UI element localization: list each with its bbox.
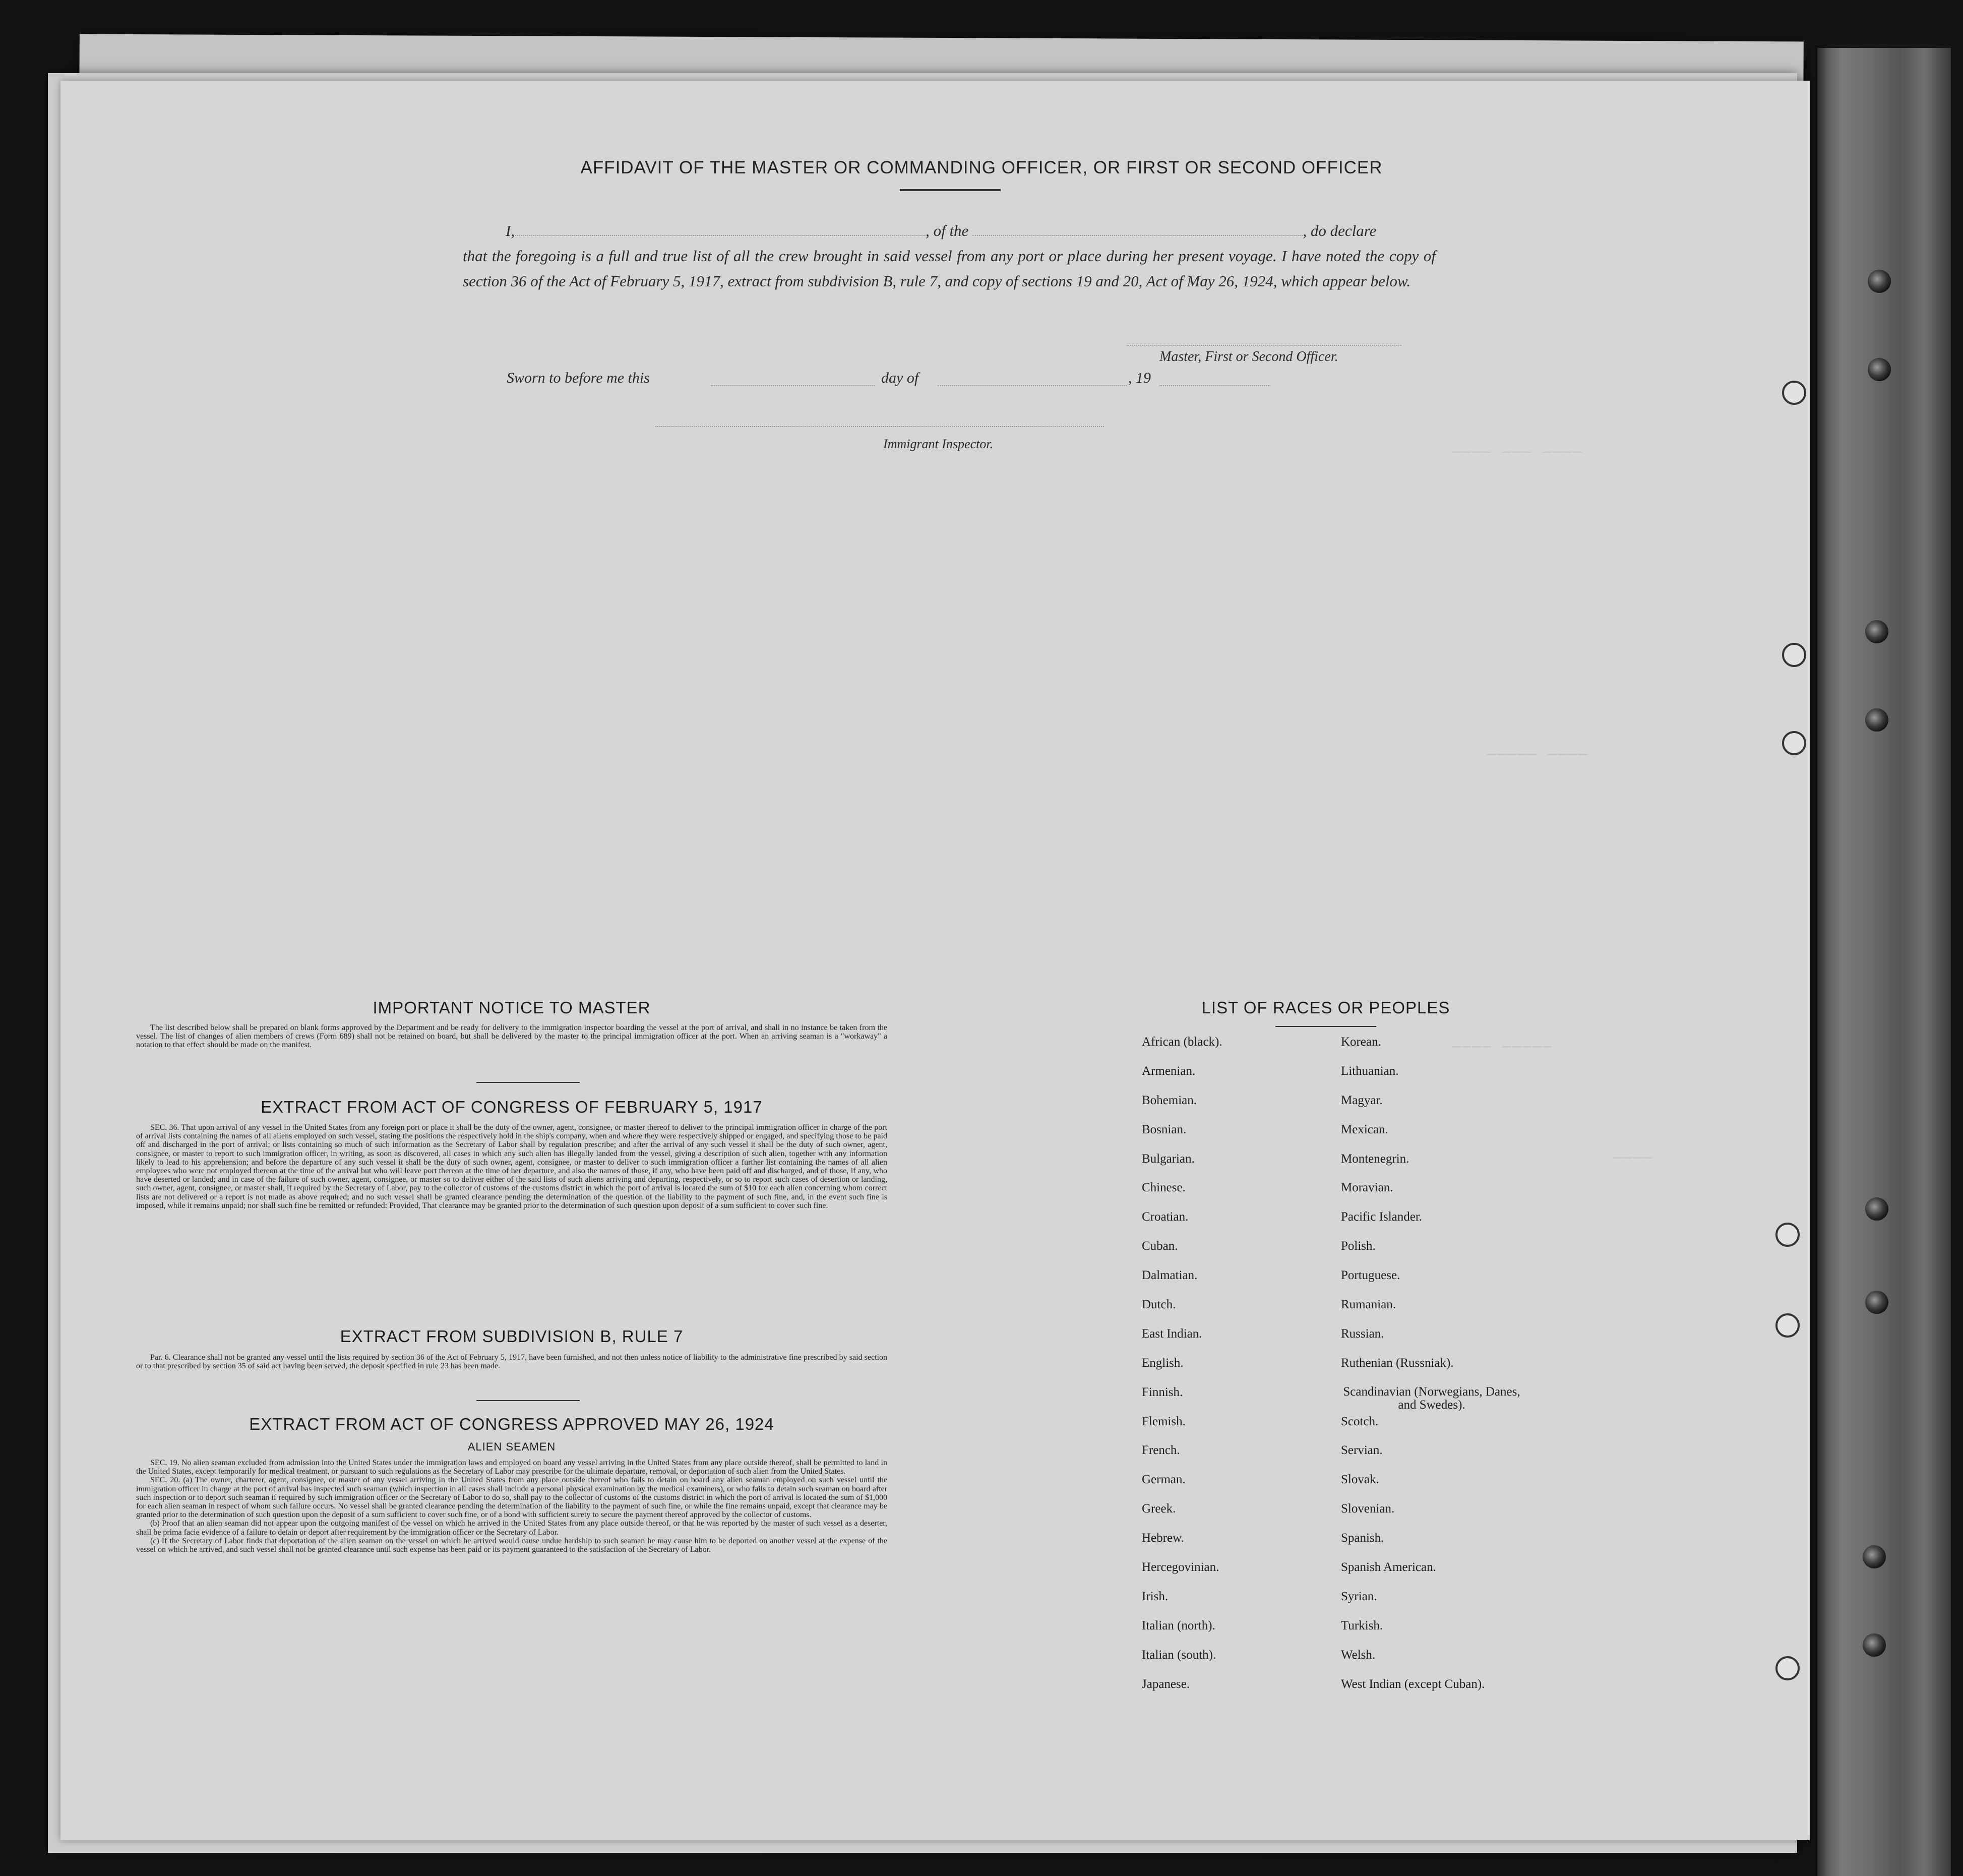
race-item: Irish. [1142, 1589, 1169, 1603]
affidavit-title: AFFIDAVIT OF THE MASTER OR COMMANDING OFFICER, OR FIRST OR SECOND OFFICER [580, 158, 1383, 177]
master-label: Master, First or Second Officer. [1159, 349, 1338, 365]
race-item: Russian. [1341, 1326, 1384, 1341]
extract-1917-title: EXTRACT FROM ACT OF CONGRESS OF FEBRUARY 5, 1917 [261, 1098, 763, 1116]
race-item: Lithuanian. [1341, 1064, 1399, 1078]
race-item: Bohemian. [1142, 1093, 1197, 1107]
sworn-month-blank[interactable] [938, 384, 1127, 386]
notice-text-block [136, 1023, 887, 1050]
race-item: Dalmatian. [1142, 1268, 1198, 1283]
race-item: Polish. [1341, 1239, 1376, 1253]
races-column-2 [1341, 1035, 1532, 1706]
declaration-of-the: , of the [926, 222, 969, 239]
inspector-label: Immigrant Inspector. [883, 437, 994, 451]
race-item: East Indian. [1142, 1326, 1202, 1341]
sworn-label: Sworn to before me this [507, 370, 650, 386]
vessel-name-blank[interactable] [972, 218, 1303, 236]
race-item: Portuguese. [1341, 1268, 1400, 1283]
binding-rivet [1868, 358, 1891, 381]
race-item: Cuban. [1142, 1239, 1178, 1253]
master-signature-line[interactable] [1127, 344, 1401, 346]
race-item: Montenegrin. [1341, 1152, 1409, 1166]
binder-hole [1782, 643, 1806, 667]
race-item: Slovak. [1341, 1473, 1379, 1487]
bleed-through-mark: ————— ———— [1487, 746, 1588, 763]
binder-hole [1775, 1223, 1800, 1247]
race-item: Servian. [1341, 1443, 1383, 1458]
bleed-through-mark: ———— ——— ———— [1452, 444, 1583, 461]
inspector-signature-line[interactable] [655, 425, 1104, 427]
race-item: Japanese. [1142, 1677, 1190, 1691]
race-item: Croatian. [1142, 1210, 1189, 1224]
race-item: Ruthenian (Russniak). [1341, 1356, 1454, 1370]
race-item: Chinese. [1142, 1181, 1186, 1195]
declaration-i: I, [506, 222, 515, 239]
race-item: Spanish American. [1341, 1560, 1436, 1575]
race-item: Bosnian. [1142, 1122, 1187, 1136]
binding-rivet [1865, 1197, 1888, 1221]
binder-hole [1782, 731, 1806, 755]
declaration-declare: , do declare [1303, 222, 1377, 239]
extract-1917-block [136, 1123, 887, 1210]
extract-1924-sec20a: SEC. 20. (a) The owner, charterer, agent, consignee, or master of any vessel arriving in the United States from any place outside thereof who fails to detain on board any alien seaman employed on such vessel until the immigration officer in charge at the port of arrival has inspected such seaman (which inspection in all cases shall include a personal physical examination by the medical examiners), or who fails to detain such seaman on board after such inspection or to deport such seaman if required by such immigration officer or the Secretary of Labor to do so, shall pay to the collector of customs of the customs district in which the port of arrival is located the sum of $1,000 for each alien seaman in respect of whom such failure occurs. No vessel shall be granted clearance pending the determination of the liability to the payment of such fine, or while the fine remains unpaid, except that clearance may be granted prior to the determination of such question upon the deposit of a sum sufficient to cover such fine, or of a bond with sufficient surety to secure the payment thereof approved by the collector of customs. [136, 1476, 887, 1520]
section-divider [476, 1082, 580, 1083]
race-item: French. [1142, 1443, 1180, 1458]
extract-1924-block [136, 1459, 887, 1554]
extract-rule7-block [136, 1353, 887, 1370]
race-item: Greek. [1142, 1502, 1176, 1516]
binding-rivet [1868, 270, 1891, 293]
race-item: Slovenian. [1341, 1502, 1395, 1516]
binder-hole [1782, 381, 1806, 405]
affidavit-declaration [463, 218, 1436, 294]
races-title-underline [1275, 1026, 1376, 1027]
bleed-through-mark: ———— [1613, 1149, 1654, 1167]
race-item: Welsh. [1341, 1648, 1376, 1662]
sworn-year-blank[interactable] [1159, 384, 1270, 386]
extract-rule7-text: Par. 6. Clearance shall not be granted any vessel until the lists required by section 36 of the Act of February 5, 1917, have been furnished, and not then unless notice of liability to the administrative fine prescribed by said section or to that prescribed by section 35 of said act having been served, the deposit specified in rule 23 has been made. [136, 1353, 887, 1371]
race-item: Scandinavian (Norwegians, Danes, and Swedes). [1343, 1384, 1520, 1412]
year-label: , 19 [1128, 370, 1151, 386]
races-title: LIST OF RACES OR PEOPLES [1201, 998, 1450, 1017]
race-item: Rumanian. [1341, 1298, 1396, 1312]
form-page [60, 81, 1810, 1840]
extract-1924-sec20c: (c) If the Secretary of Labor finds that deportation of the alien seaman on the vessel on which he arrived would cause undue hardship to such seaman he may cause him to be deported on another vessel at the expense of the vessel on which he arrived, and such vessel shall not be granted clearance until such expense has been paid or its payment guaranteed to the satisfaction of the Secretary of Labor. [136, 1536, 887, 1554]
notice-text: The list described below shall be prepared on blank forms approved by the Department and be ready for delivery to the immigration inspector boarding the vessel at the port of arrival, and shall in no instance be taken from the vessel. The list of changes of alien members of crews (Form 689) shall not be retained on board, but shall be delivered by the master to the principal immigration officer at the port. When an arriving seaman is a "workaway" a notation to that effect should be made on the manifest. [136, 1023, 887, 1050]
race-item: English. [1142, 1356, 1184, 1370]
binding-rivet [1865, 708, 1888, 732]
race-item: German. [1142, 1473, 1186, 1487]
race-item: Turkish. [1341, 1618, 1383, 1632]
binding-rivet [1863, 1633, 1886, 1657]
binding-rivet [1865, 620, 1888, 643]
race-item: Moravian. [1341, 1181, 1393, 1195]
extract-1924-title: EXTRACT FROM ACT OF CONGRESS APPROVED MAY 26, 1924 [249, 1415, 774, 1433]
binding-rivet [1865, 1291, 1888, 1314]
sworn-day-blank[interactable] [711, 384, 875, 386]
race-item: Korean. [1341, 1035, 1381, 1049]
race-item: Hebrew. [1142, 1531, 1184, 1545]
day-of-label: day of [881, 370, 919, 386]
race-item: Spanish. [1341, 1531, 1384, 1545]
race-item: Magyar. [1341, 1093, 1383, 1107]
book-binding [1817, 48, 1951, 1876]
race-item: Dutch. [1142, 1298, 1176, 1312]
section-divider [476, 1400, 580, 1401]
extract-rule7-title: EXTRACT FROM SUBDIVISION B, RULE 7 [340, 1327, 684, 1346]
race-item: Flemish. [1142, 1414, 1186, 1428]
race-item: Italian (north). [1142, 1618, 1215, 1632]
binder-hole [1775, 1313, 1800, 1338]
officer-name-blank[interactable] [515, 218, 926, 236]
extract-1924-sec19: SEC. 19. No alien seaman excluded from admission into the United States under the immigration laws and employed on board any vessel arriving in the United States from any place outside thereof, shall be permitted to land in the United States, except temporarily for medical treatment, or pursuant to such regulations as the Secretary of Labor may prescribe for the ultimate departure, removal, or deportation of such alien from the United States. [136, 1459, 887, 1476]
race-item: Finnish. [1142, 1385, 1183, 1399]
race-item: Bulgarian. [1142, 1152, 1195, 1166]
race-item: West Indian (except Cuban). [1341, 1677, 1485, 1691]
race-item: Syrian. [1341, 1589, 1377, 1603]
extract-1924-subtitle: ALIEN SEAMEN [467, 1440, 556, 1453]
extract-1917-text: SEC. 36. That upon arrival of any vessel in the United States from any foreign port or place it shall be the duty of the owner, agent, consignee, or master thereof to deliver to the principal immigration officer in charge of the port of arrival lists containing the names of all aliens employed on such vessel, stating the positions the respectively hold in the ship's company, when and where they were respectively shipped or engaged, and specifying those to be paid off and discharged in the port of arrival; or lists containing so much of such information as the Secretary of Labor shall by regulation prescribe; and after the arrival of any such vessel it shall be the duty of such owner, agent, consignee, or master to report to such immigration officer, in writing, as soon as discovered, all cases in which any such alien has illegally landed from the vessel, giving a description of such alien, together with any information likely to lead to his apprehension; and before the departure of any such vessel it shall be the duty of such owner, agent, consignee, or master to deliver to such immigration officer a further list containing the names of all alien employees who were not employed thereon at the time of the arrival but who will leave port thereon at the time of her departure, and also the names of those, if any, who have been paid off and discharged, and of those, if any, who have deserted or landed; and in case of the failure of such owner, agent, consignee, or master so to deliver either of the said lists of such aliens arriving and departing, respectively, or so to report such cases of desertion or landing, such owner, agent, consignee, or master shall, if required by the Secretary of Labor, pay to the collector of customs of the customs district in which the port of arrival is located the sum of $10 for each alien concerning whom correct lists are not delivered or a report is not made as above required; and no such vessel shall be granted clearance pending the determination of the question of the liability to the payment of such fine, and, in the event such fine is imposed, while it remains unpaid; nor shall such fine be remitted or refunded: Provided, That clearance may be granted prior to the determination of such question upon deposit of a sum sufficient to cover such fine. [136, 1123, 887, 1210]
race-item: Armenian. [1142, 1064, 1196, 1078]
bleed-through-mark: ———— ————— [1452, 1039, 1553, 1056]
race-item: Pacific Islander. [1341, 1210, 1423, 1224]
races-column-1 [1142, 1035, 1323, 1706]
extract-1924-sec20b: (b) Proof that an alien seaman did not appear upon the outgoing manifest of the vessel on which he arrived in the United States from any place outside thereof, or that he was reported by the master of such vessel as a deserter, shall be prima facie evidence of a failure to detain or deport after requirement by the immigration officer or the Secretary of Labor. [136, 1519, 887, 1537]
notice-title: IMPORTANT NOTICE TO MASTER [373, 998, 651, 1017]
binder-hole [1775, 1656, 1800, 1680]
race-item: Italian (south). [1142, 1648, 1216, 1662]
race-item: Scotch. [1341, 1414, 1379, 1428]
race-item: Hercegovinian. [1142, 1560, 1219, 1575]
race-item: African (black). [1142, 1035, 1222, 1049]
binding-rivet [1863, 1545, 1886, 1568]
race-item: Mexican. [1341, 1122, 1388, 1136]
title-underline [900, 189, 1001, 191]
declaration-text: that the foregoing is a full and true list of all the crew brought in said vessel from any port or place during her present voyage. I have noted the copy of section 36 of the Act of February 5, 1917, extract from subdivision B, rule 7, and copy of sections 19 and 20, Act of May 26, 1924, which appear below. [463, 247, 1436, 290]
